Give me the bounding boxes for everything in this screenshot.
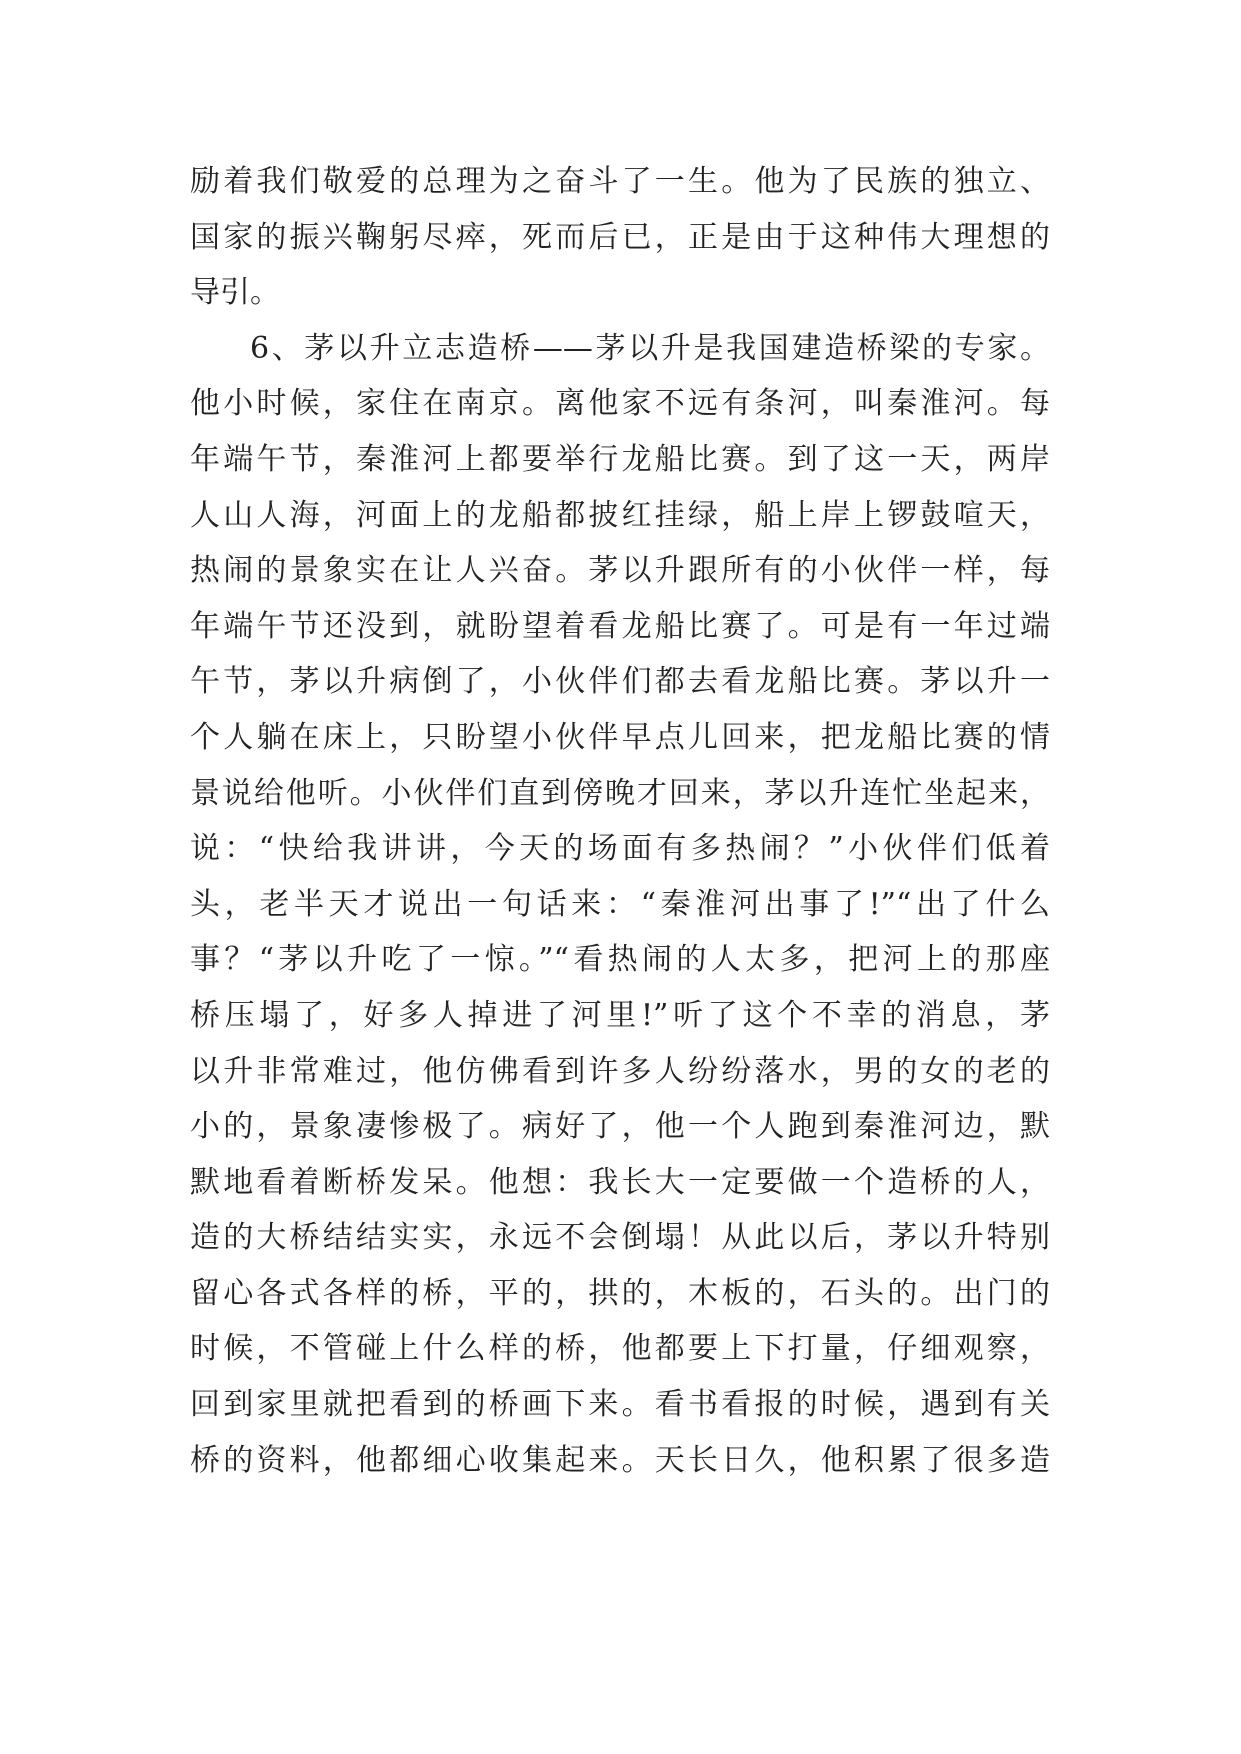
text-line: 留心各式各样的桥，平的，拱的，木板的，石头的。出门的 [190,1275,1050,1311]
text-line: 励着我们敬爱的总理为之奋斗了一生。他为了民族的独立、 [190,164,1050,199]
text-line: 景说给他听。小伙伴们直到傍晚才回来，茅以升连忙坐起来， [190,775,1050,811]
text-line: 以升非常难过，他仿佛看到许多人纷纷落水，男的女的老的 [190,1053,1050,1089]
text-line: 热闹的景象实在让人兴奋。茅以升跟所有的小伙伴一样，每 [190,553,1050,589]
text-line: 年端午节还没到，就盼望着看龙船比赛了。可是有一年过端 [190,608,1050,644]
text-line: 个人躺在床上，只盼望小伙伴早点儿回来，把龙船比赛的情 [190,719,1050,755]
text-line: 桥的资料，他都细心收集起来。天长日久，他积累了很多造 [190,1442,1050,1478]
text-line: 6、茅以升立志造桥——茅以升是我国建造桥梁的专家。 [250,330,1050,366]
text-line: 年端午节，秦淮河上都要举行龙船比赛。到了这一天，两岸 [190,441,1050,477]
text-line: 导引。 [190,275,280,311]
text-line: 造的大桥结结实实，永远不会倒塌！从此以后，茅以升特别 [190,1220,1050,1256]
text-line: 时候，不管碰上什么样的桥，他都要上下打量，仔细观察， [190,1331,1050,1367]
text-line: 桥压塌了，好多人掉进了河里!”听了这个不幸的消息，茅 [190,997,1050,1033]
text-line: 小的，景象凄惨极了。病好了，他一个人跑到秦淮河边，默 [190,1109,1050,1145]
text-line: 国家的振兴鞠躬尽瘁，死而后已，正是由于这种伟大理想的 [190,219,1050,255]
text-line: 默地看着断桥发呆。他想：我长大一定要做一个造桥的人， [190,1164,1050,1200]
text-line: 说：“快给我讲讲，今天的场面有多热闹？”小伙伴们低着 [190,831,1050,867]
text-line: 他小时候，家住在南京。离他家不远有条河，叫秦淮河。每 [190,386,1050,422]
text-line: 人山人海，河面上的龙船都披红挂绿，船上岸上锣鼓喧天， [190,497,1050,533]
text-line: 头，老半天才说出一句话来：“秦淮河出事了!”“出了什么 [190,886,1050,922]
body-text [190,154,1050,1488]
text-line: 午节，茅以升病倒了，小伙伴们都去看龙船比赛。茅以升一 [190,664,1050,700]
text-line: 回到家里就把看到的桥画下来。看书看报的时候，遇到有关 [190,1387,1050,1423]
text-line: 事？“茅以升吃了一惊。”“看热闹的人太多，把河上的那座 [190,942,1050,978]
